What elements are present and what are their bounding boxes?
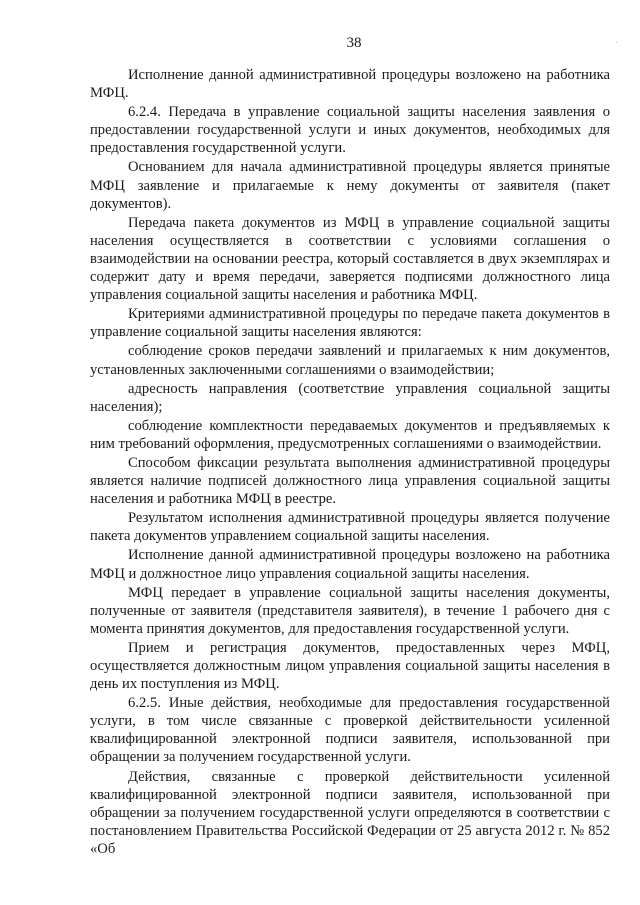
paragraph-mfc-transfers: МФЦ передает в управление социальной защиты населения документы, полученные от заявителя (представителя заявителя), в течение 1 рабочего дня с момента принятия документов, для предоставления государственной услуги.: [90, 584, 610, 637]
paragraph-criteria: Критериями административной процедуры по передаче пакета документов в управление социальной защиты населения являются:: [90, 306, 610, 341]
paragraph-transfer: Передача пакета документов из МФЦ в управление социальной защиты населения осуществляется в соответствии с условиями соглашения о взаимодействии на основании реестра, который составляется в двух экземплярах и содержит дату и время передачи, заверяется подписями должностного лица управления социальной защиты населения и работника МФЦ.: [90, 214, 610, 304]
paragraph-section-6-2-4: 6.2.4. Передача в управление социальной защиты населения заявления о предоставлении государственной услуги и иных документов, необходимых для предоставления государственной услуги.: [90, 104, 610, 157]
paragraph-criterion-addressing: адресность направления (соответствие управления социальной защиты населения);: [90, 380, 610, 415]
paragraph-executor-mfc-and-official: Исполнение данной административной процедуры возложено на работника МФЦ и должностное лицо управления социальной защиты населения.: [90, 547, 610, 582]
paragraph-fixation-method: Способом фиксации результата выполнения административной процедуры является наличие подписей должностного лица управления социальной защиты населения и работника МФЦ в реестре.: [90, 454, 610, 508]
page-number: 38: [346, 35, 362, 51]
paragraph-reception-registration: Прием и регистрация документов, предоставленных через МФЦ, осуществляется должностным лицом управления социальной защиты населения в день их поступления из МФЦ.: [90, 639, 610, 693]
scan-mark: ·: [615, 38, 618, 47]
paragraph-basis: Основанием для начала административной процедуры является принятые МФЦ заявление и прилагаемые к нему документы от заявителя (пакет документов).: [90, 159, 610, 212]
paragraph-criterion-completeness: соблюдение комплектности передаваемых документов и предъявляемых к ним требований оформления, предусмотренных соглашениями о взаимодействии.: [90, 417, 610, 452]
paragraph-section-6-2-5: 6.2.5. Иные действия, необходимые для предоставления государственной услуги, в том числе связанные с проверкой действительности усиленной квалифицированной электронной подписи заявителя, использованной при обращении за получением государственной услуги.: [90, 695, 610, 766]
paragraph-signature-check: Действия, связанные с проверкой действительности усиленной квалифицированной электронной подписи заявителя, использованной при обращении за получением государственной услуги определяются в соответствии с постановлением Правительства Российской Федерации от 25 августа 2012 г. № 852 «Об: [90, 768, 610, 857]
paragraph-result: Результатом исполнения административной процедуры является получение пакета документов управлением социальной защиты населения.: [90, 510, 610, 545]
document-body: [90, 66, 610, 858]
paragraph-criterion-deadlines: соблюдение сроков передачи заявлений и прилагаемых к ним документов, установленных заключенными соглашениями о взаимодействии;: [90, 343, 610, 378]
paragraph-executor-mfc: Исполнение данной административной процедуры возложено на работника МФЦ.: [90, 67, 610, 102]
